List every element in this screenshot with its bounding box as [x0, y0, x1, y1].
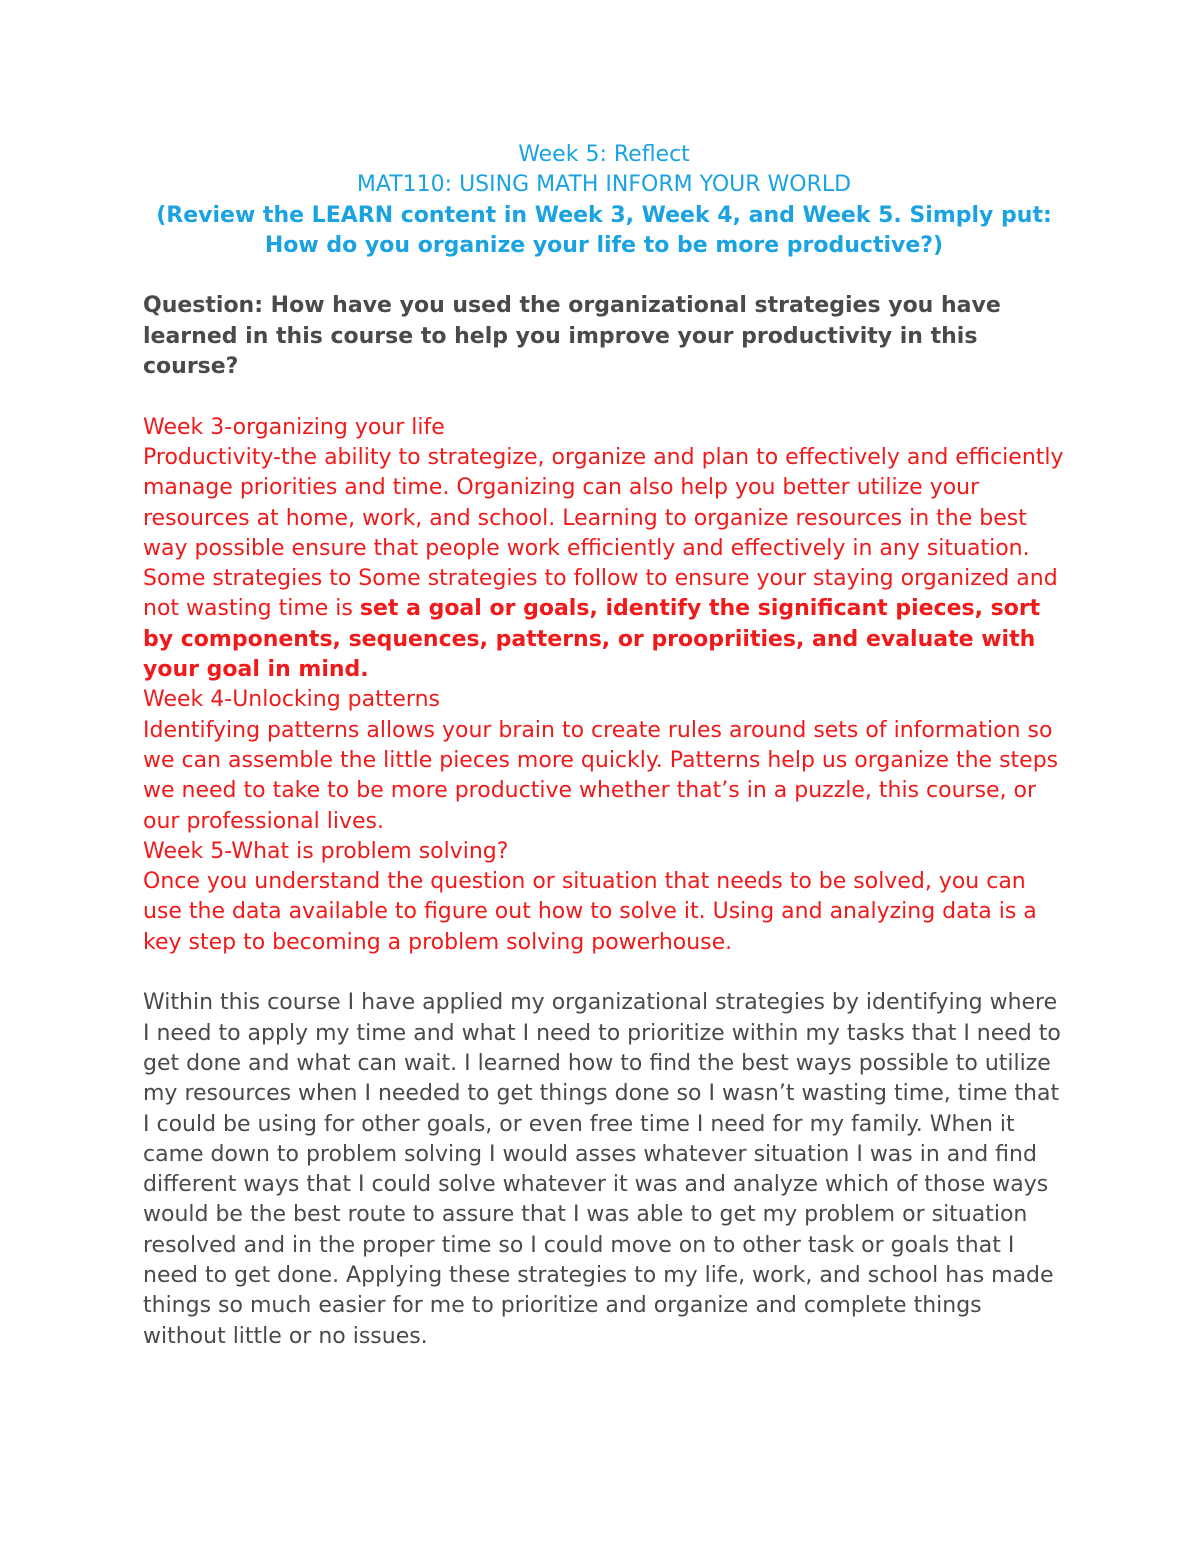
week3-body	[143, 443, 1065, 685]
document-header	[143, 140, 1065, 261]
week5-title: Week 5-What is problem solving?	[143, 838, 509, 864]
question-text: Question: How have you used the organizational strategies you have learned in this course to help you improve your productivity in this course?	[143, 293, 1001, 380]
week3-body-bold: set a goal or goals, identify the significant pieces, sort by components, sequences, patterns, or proopriities, and evaluate with your goal in mind.	[143, 596, 1041, 683]
header-week-title: Week 5: Reflect	[518, 142, 690, 167]
week5-body: Once you understand the question or situation that needs to be solved, you can use the data available to figure out how to solve it. Using and analyzing data is a key step to becoming a problem solving powerhouse.	[143, 869, 1037, 955]
header-instruction: (Review the LEARN content in Week 3, Week 4, and Week 5. Simply put: How do you organize your life to be more productive?)	[156, 202, 1052, 258]
blank-line	[143, 958, 1065, 988]
blank-line	[143, 261, 1065, 291]
header-course-title: MAT110: USING MATH INFORM YOUR WORLD	[356, 172, 852, 198]
document-page	[143, 140, 1065, 1352]
week3-body-text: Productivity-the ability to strategize, organize and plan to effectively and efficiently manage priorities and time. Organizing can also help you better utilize your resources at home, work, and school. Learning to organize resources in the best way possible ensure that people work efficiently and effectively in any situation. Some strategies to Some strategies to follow to ensure your staying organized and not wasting time is	[143, 444, 1064, 622]
blank-line	[143, 382, 1065, 412]
week3-title: Week 3-organizing your life	[143, 414, 445, 440]
week4-body: Identifying patterns allows your brain to create rules around sets of information so we can assemble the little pieces more quickly. Patterns help us organize the steps we need to take to be more productive whether that’s in a puzzle, this course, or our professional lives.	[143, 717, 1059, 834]
answer-paragraph: Within this course I have applied my organizational strategies by identifying where I need to apply my time and what I need to prioritize within my tasks that I need to get done and what can wait. I learned how to find the best ways possible to utilize my resources when I needed to get things done so I wasn’t wasting time, time that I could be using for other goals, or even free time I need for my family. When it came down to problem solving I would asses whatever situation I was in and find different ways that I could solve whatever it was and analyze which of those ways would be the best route to assure that I was able to get my problem or situation resolved and in the proper time so I could move on to other task or goals that I need to get done. Applying these strategies to my life, work, and school has made things so much easier for me to prioritize and organize and complete things without little or no issues.	[143, 990, 1061, 1349]
week4-title: Week 4-Unlocking patterns	[143, 687, 440, 713]
week-notes	[143, 413, 1065, 958]
